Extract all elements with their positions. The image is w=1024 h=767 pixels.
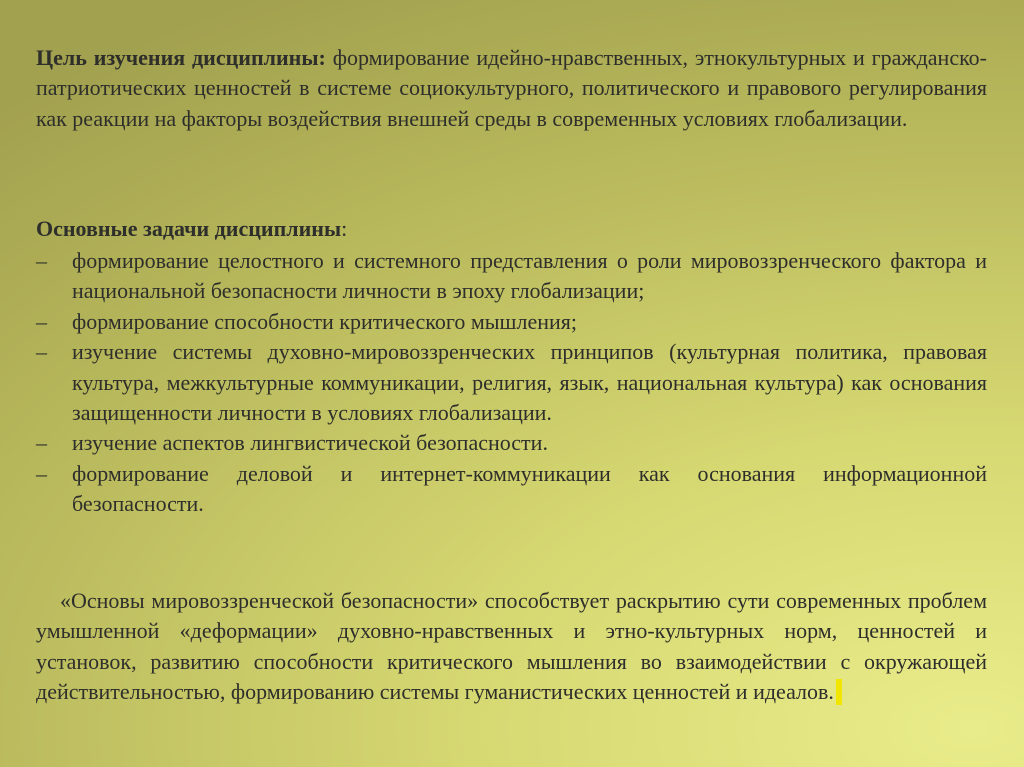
dash-bullet: – bbox=[36, 430, 47, 456]
dash-bullet: – bbox=[36, 339, 47, 365]
task-item bbox=[36, 459, 987, 520]
task-text: изучение системы духовно-мировоззренческих принципов (культурная политика, правовая культура, межкультурные коммуникации, религия, язык, национальная культура) как основания защищенности личности в условиях глобализации. bbox=[72, 339, 987, 426]
goal-paragraph bbox=[36, 43, 987, 134]
task-text: формирование способности критического мышления; bbox=[72, 308, 578, 334]
tasks-heading bbox=[36, 214, 987, 244]
tasks-heading-suffix: : bbox=[341, 216, 348, 241]
text-cursor[interactable] bbox=[836, 679, 842, 705]
task-item bbox=[36, 428, 987, 458]
tasks-list bbox=[36, 246, 987, 520]
task-item bbox=[36, 337, 987, 428]
goal-text: формирование идейно-нравственных, этнокультурных и гражданско-патриотических ценностей в системе социокультурного, политического и правового регулирования как реакции на факторы воздействия внешней среды в современных условиях глобализации. bbox=[36, 45, 987, 131]
task-text: изучение аспектов лингвистической безопасности. bbox=[72, 430, 548, 456]
summary-text: «Основы мировоззренческой безопасности» способствует раскрытию сути современных проблем умышленной «деформации» духовно-нравственных и этно-культурных норм, ценностей и установок, развитию способности критического мышления во взаимодействии с окружающей действительностью, формированию системы гуманистических ценностей и идеалов. bbox=[36, 588, 987, 705]
task-text: формирование деловой и интернет-коммуникации как основания информационной безопасности. bbox=[72, 460, 987, 517]
dash-bullet: – bbox=[36, 308, 47, 334]
task-item bbox=[36, 307, 987, 337]
task-text: формирование целостного и системного представления о роли мировоззренческого фактора и национальной безопасности личности в эпоху глобализации; bbox=[72, 248, 987, 304]
dash-bullet: – bbox=[36, 248, 47, 273]
tasks-heading-label: Основные задачи дисциплины bbox=[36, 216, 342, 241]
goal-label: Цель изучения дисциплины: bbox=[36, 45, 326, 70]
summary-paragraph bbox=[36, 586, 987, 708]
task-item bbox=[36, 246, 987, 307]
dash-bullet: – bbox=[36, 460, 47, 486]
